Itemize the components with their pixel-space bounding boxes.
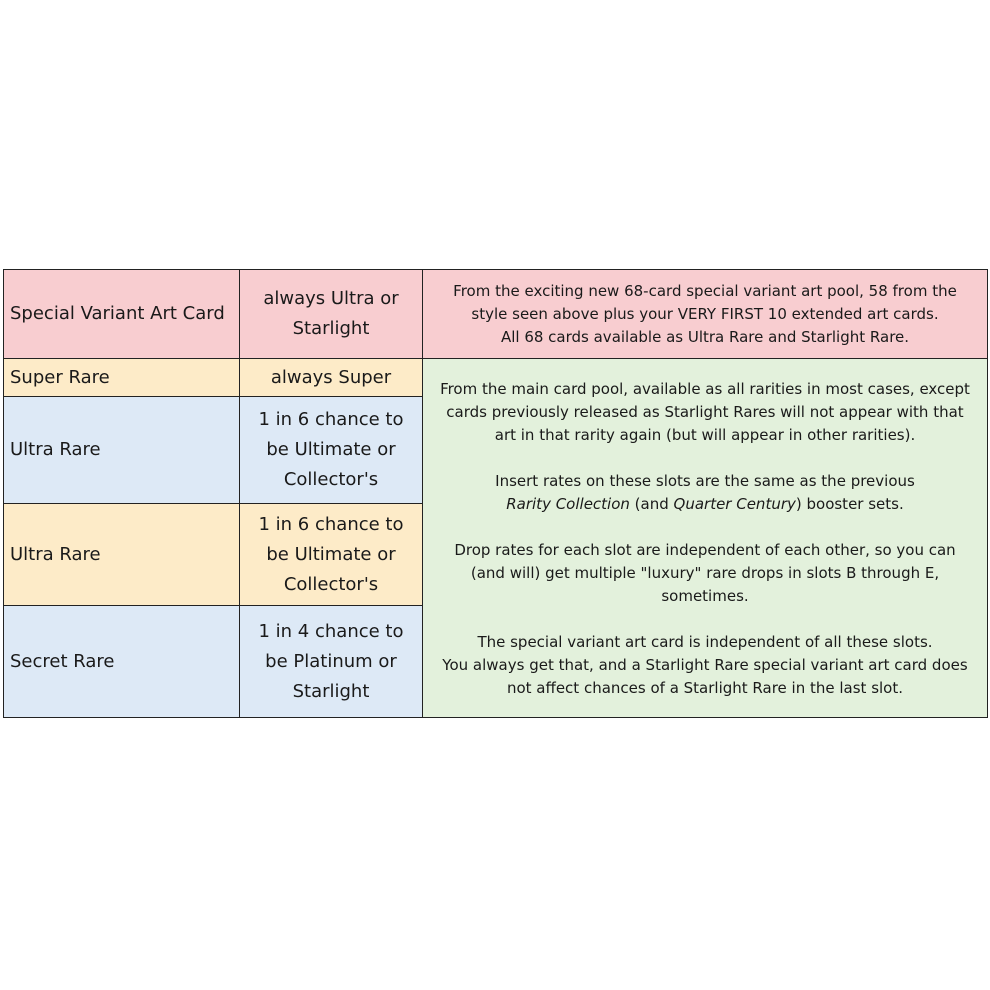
rate-line: be Ultimate or — [266, 439, 396, 460]
description-line: sometimes. — [661, 587, 749, 605]
description-line: cards previously released as Starlight Rares will not appear with that — [446, 403, 964, 421]
paragraph-gap — [423, 447, 987, 470]
rate-line: always Super — [270, 366, 392, 388]
slot-name-cell — [4, 359, 240, 397]
rarity-table — [3, 269, 988, 718]
rate-line: be Ultimate or — [266, 543, 396, 565]
description-text: (and — [629, 495, 674, 513]
rate-line: 1 in 6 chance to — [258, 513, 404, 535]
slot-name-cell — [4, 397, 240, 504]
rate-line: Collector's — [283, 469, 379, 490]
description-text: ) booster sets. — [795, 495, 904, 513]
slot-name: Ultra Rare — [10, 439, 101, 461]
rate-line: be Platinum or — [265, 650, 397, 672]
description-line: You always get that, and a Starlight Rare special variant art card does — [442, 656, 968, 674]
rate-cell — [240, 606, 423, 718]
table-row-special-variant — [4, 270, 988, 359]
slot-name-cell — [4, 504, 240, 606]
set-name-quarter-century: Quarter Century — [673, 495, 796, 513]
rate-cell — [240, 359, 423, 397]
slot-name: Super Rare — [10, 366, 110, 388]
rate-line: 1 in 6 chance to — [258, 409, 404, 430]
rate-line: Collector's — [283, 573, 379, 595]
rate-cell — [240, 397, 423, 504]
shared-description-cell — [423, 359, 988, 718]
rate-line: Starlight — [292, 680, 370, 702]
description-line: All 68 cards available as Ultra Rare and Starlight Rare. — [500, 327, 910, 346]
set-name-rarity-collection: Rarity Collection — [506, 495, 630, 513]
description-line: style seen above plus your VERY FIRST 10 extended art cards. — [471, 304, 939, 323]
slot-name-cell — [4, 606, 240, 718]
paragraph-gap — [423, 608, 987, 631]
description-line: Insert rates on these slots are the same as the previous — [495, 472, 915, 490]
description-line-with-set-names — [423, 493, 987, 516]
description-line: From the exciting new 68-card special variant art pool, 58 from the — [453, 281, 957, 300]
description-line: (and will) get multiple "luxury" rare drops in slots B through E, — [470, 564, 940, 582]
rate-line: 1 in 4 chance to — [258, 620, 404, 642]
slot-name: Secret Rare — [10, 650, 115, 672]
slot-name: Special Variant Art Card — [10, 303, 225, 325]
rate-cell — [240, 504, 423, 606]
description-line: art in that rarity again (but will appear in other rarities). — [494, 426, 916, 444]
description-cell — [423, 270, 988, 359]
table-row-super-rare — [4, 359, 988, 397]
rate-line: Starlight — [292, 318, 370, 339]
slot-name: Ultra Rare — [10, 543, 101, 565]
rate-line: always Ultra or — [263, 288, 399, 309]
slot-name-cell — [4, 270, 240, 359]
description-line: The special variant art card is independent of all these slots. — [477, 633, 933, 651]
rate-cell — [240, 270, 423, 359]
description-line: From the main card pool, available as all rarities in most cases, except — [440, 380, 970, 398]
description-line: not affect chances of a Starlight Rare in the last slot. — [506, 679, 904, 697]
description-line: Drop rates for each slot are independent of each other, so you can — [454, 541, 956, 559]
paragraph-gap — [423, 516, 987, 539]
